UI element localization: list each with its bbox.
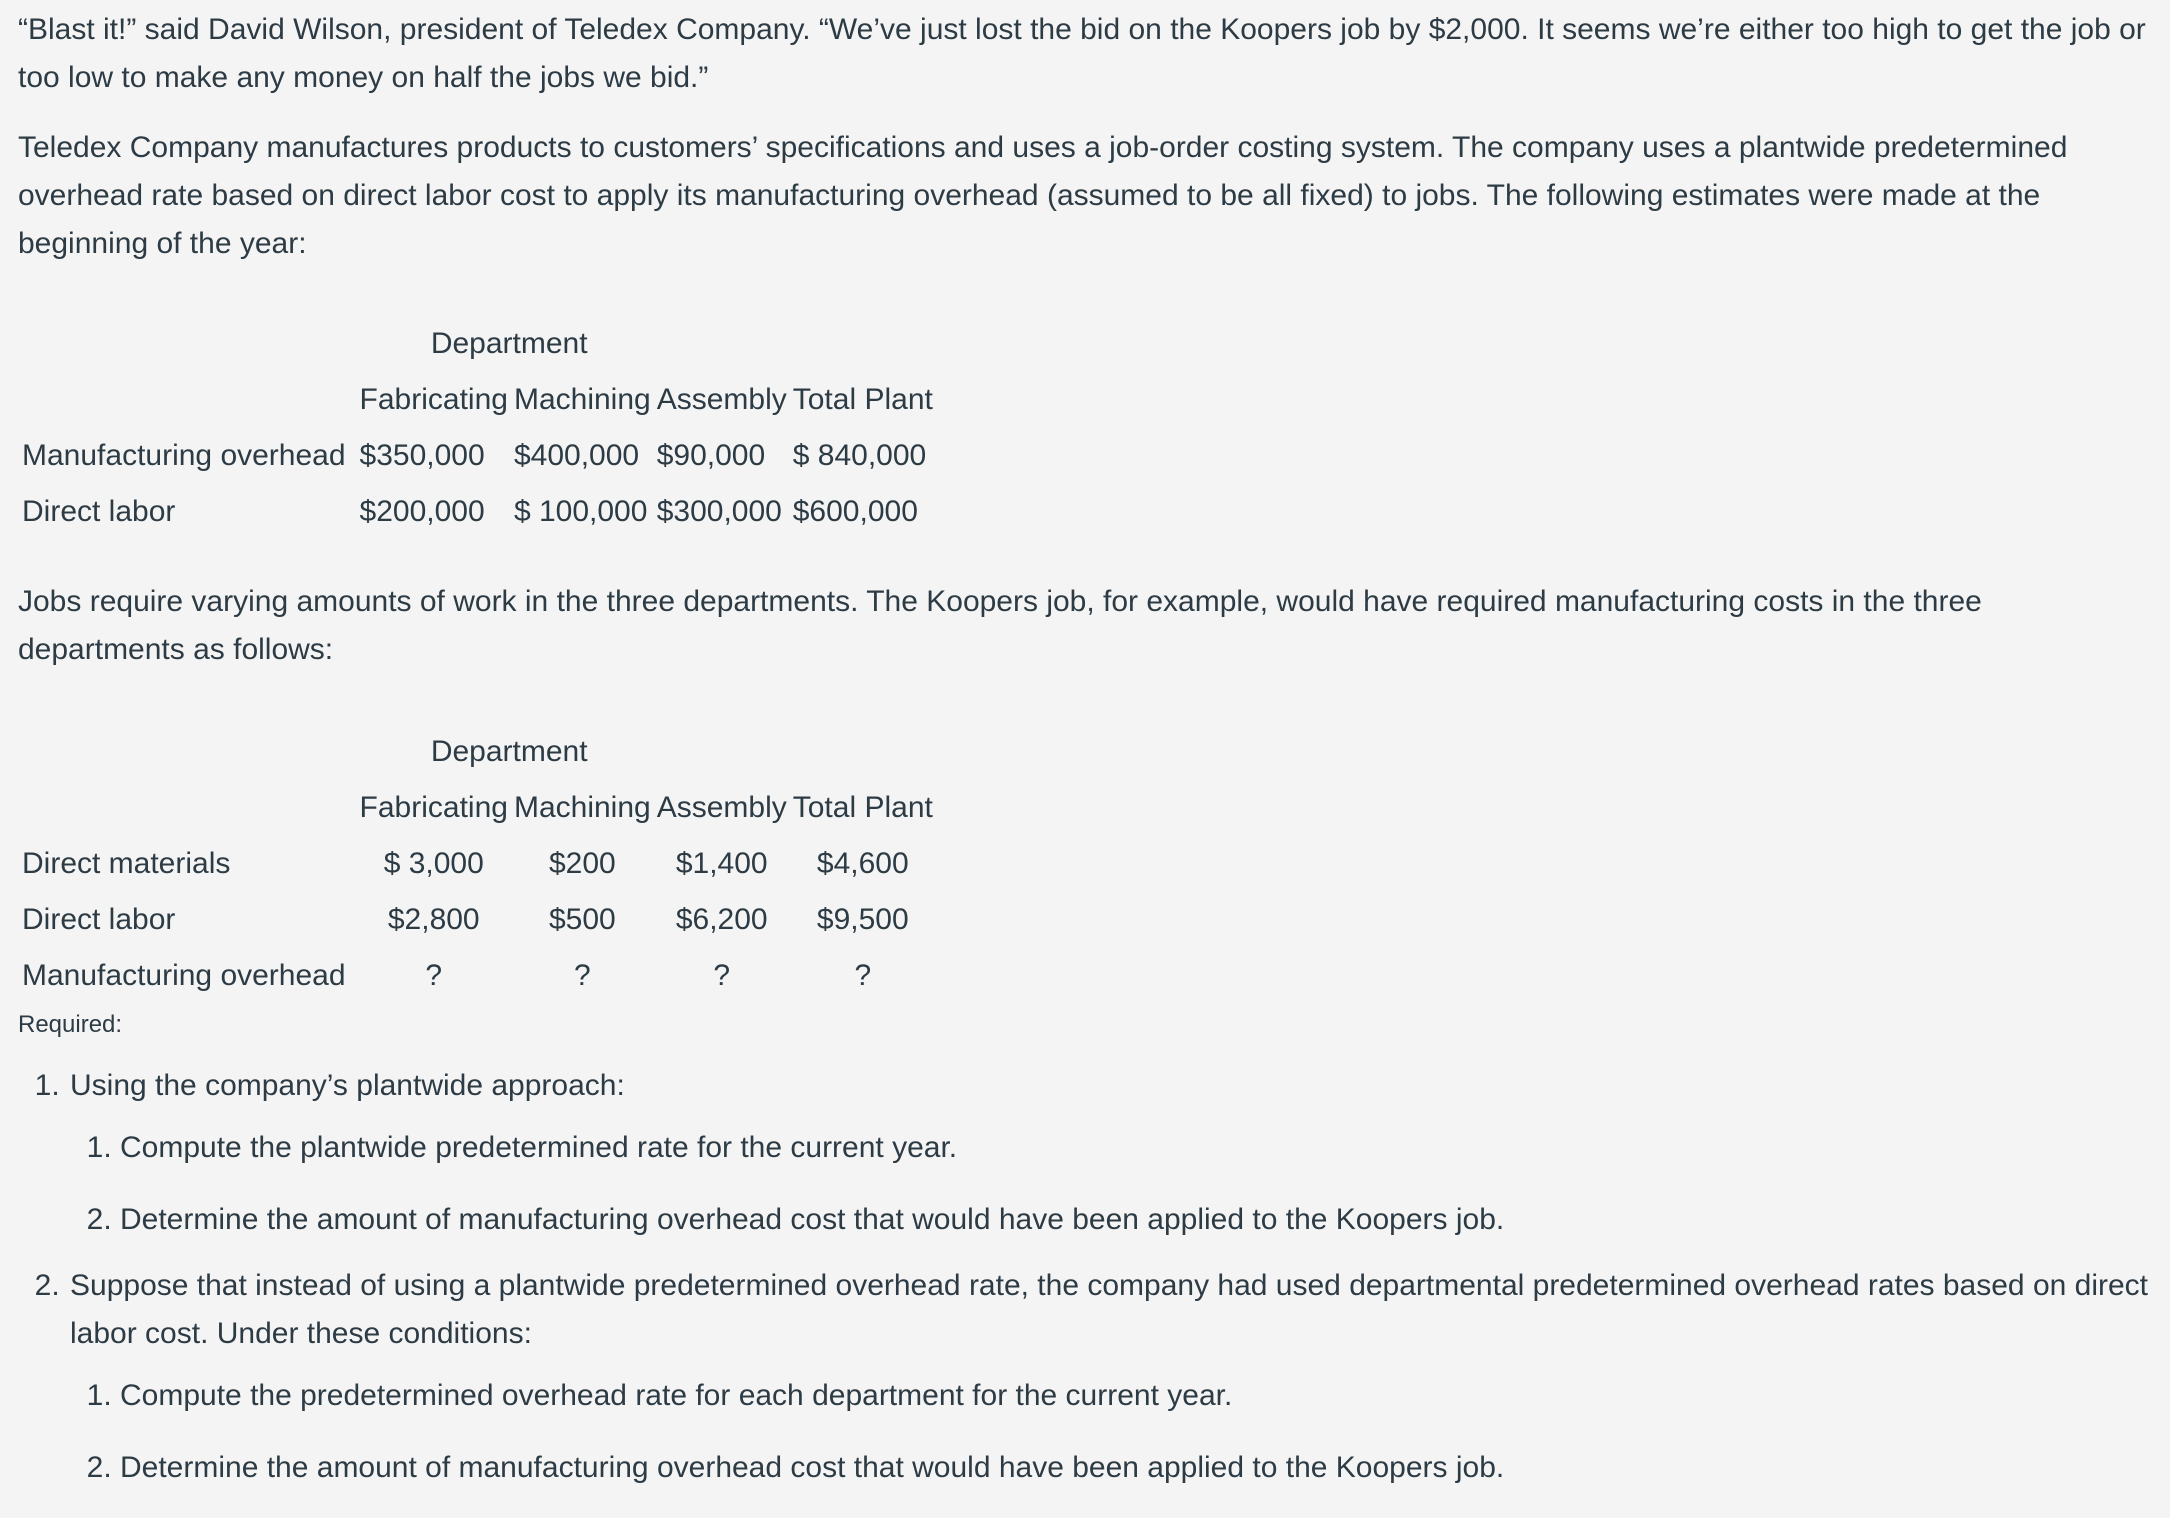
table-cell: $300,000 bbox=[656, 495, 782, 528]
table-header-row bbox=[22, 780, 939, 836]
table-cell: $1,400 bbox=[675, 847, 768, 880]
koopers-table bbox=[22, 724, 939, 1004]
estimates-table-wrapper bbox=[18, 316, 2148, 540]
koopers-paragraph: Jobs require varying amounts of work in the three departments. The Koopers job, for example, would have required manufacturing costs in the three departments as follows: bbox=[18, 585, 1982, 666]
column-header: Assembly bbox=[656, 383, 787, 416]
estimates-table bbox=[22, 316, 939, 540]
required-label: Required: bbox=[18, 1011, 123, 1038]
table-cell: $500 bbox=[548, 903, 616, 936]
list-item-text: Suppose that instead of using a plantwide predetermined overhead rate, the company had used departmental predetermined overhead rates based on direct labor cost. Under these conditions: bbox=[70, 1269, 2149, 1350]
company-paragraph: Teledex Company manufactures products to customers’ specifications and uses a job-order costing system. The company uses a plantwide predetermined overhead rate based on direct labor cost to apply its manufacturing overhead (assumed to be all fixed) to jobs. The following estimates were made at the beginning of the year: bbox=[18, 131, 2068, 260]
department-header: Department bbox=[430, 327, 588, 360]
column-header: Machining bbox=[513, 791, 651, 824]
intro-paragraph: “Blast it!” said David Wilson, president of Teledex Company. “We’ve just lost the bid on the Koopers job by $2,000. It seems we’re either too high to get the job or too low to make any money on half the jobs we bid.” bbox=[18, 13, 2146, 94]
row-label: Direct labor bbox=[22, 495, 176, 528]
table-row bbox=[22, 484, 939, 540]
table-cell: $9,500 bbox=[816, 903, 909, 936]
table-header-row bbox=[22, 316, 939, 372]
sub-list bbox=[70, 1372, 2148, 1492]
column-header: Fabricating bbox=[359, 791, 508, 824]
table-cell: ? bbox=[713, 959, 731, 992]
list-item: 2. Determine the amount of manufacturing overhead cost that would have been applied to the Koopers job. bbox=[120, 1196, 2148, 1244]
column-header: Machining bbox=[513, 383, 651, 416]
table-cell: $200,000 bbox=[359, 495, 485, 528]
table-cell: $400,000 bbox=[513, 439, 640, 472]
table-cell: ? bbox=[573, 959, 591, 992]
table-row bbox=[22, 428, 939, 484]
list-item-text: Using the company’s plantwide approach: bbox=[70, 1069, 625, 1102]
list-item bbox=[68, 1062, 2148, 1244]
problem-document bbox=[18, 6, 2148, 1516]
row-label: Direct materials bbox=[22, 847, 231, 880]
table-row bbox=[22, 836, 939, 892]
table-cell: $ 100,000 bbox=[513, 495, 648, 528]
table-row bbox=[22, 892, 939, 948]
row-label: Direct labor bbox=[22, 903, 176, 936]
table-header-row bbox=[22, 724, 939, 780]
required-list bbox=[18, 1062, 2148, 1492]
table-cell: ? bbox=[425, 959, 443, 992]
column-header: Total Plant bbox=[792, 383, 933, 416]
column-header: Total Plant bbox=[792, 791, 933, 824]
table-row bbox=[22, 948, 939, 1004]
department-header: Department bbox=[430, 735, 588, 768]
list-item: 1. Compute the plantwide predetermined rate for the current year. bbox=[120, 1124, 2148, 1172]
row-label: Manufacturing overhead bbox=[22, 439, 346, 472]
sub-list bbox=[70, 1124, 2148, 1244]
column-header: Fabricating bbox=[359, 383, 508, 416]
table-cell: ? bbox=[854, 959, 872, 992]
table-cell: $6,200 bbox=[675, 903, 768, 936]
table-cell: $2,800 bbox=[387, 903, 480, 936]
koopers-table-wrapper bbox=[18, 724, 2148, 1004]
table-cell: $4,600 bbox=[816, 847, 909, 880]
table-cell: $600,000 bbox=[792, 495, 918, 528]
table-cell: $ 3,000 bbox=[383, 847, 484, 880]
list-item bbox=[68, 1262, 2148, 1492]
table-cell: $ 840,000 bbox=[792, 439, 927, 472]
column-header: Assembly bbox=[656, 791, 787, 824]
table-cell: $200 bbox=[548, 847, 616, 880]
row-label: Manufacturing overhead bbox=[22, 959, 346, 992]
table-header-row bbox=[22, 372, 939, 428]
list-item: 2. Determine the amount of manufacturing overhead cost that would have been applied to the Koopers job. bbox=[120, 1444, 2148, 1492]
table-cell: $350,000 bbox=[359, 439, 485, 472]
list-item: 1. Compute the predetermined overhead rate for each department for the current year. bbox=[120, 1372, 2148, 1420]
table-cell: $90,000 bbox=[656, 439, 766, 472]
